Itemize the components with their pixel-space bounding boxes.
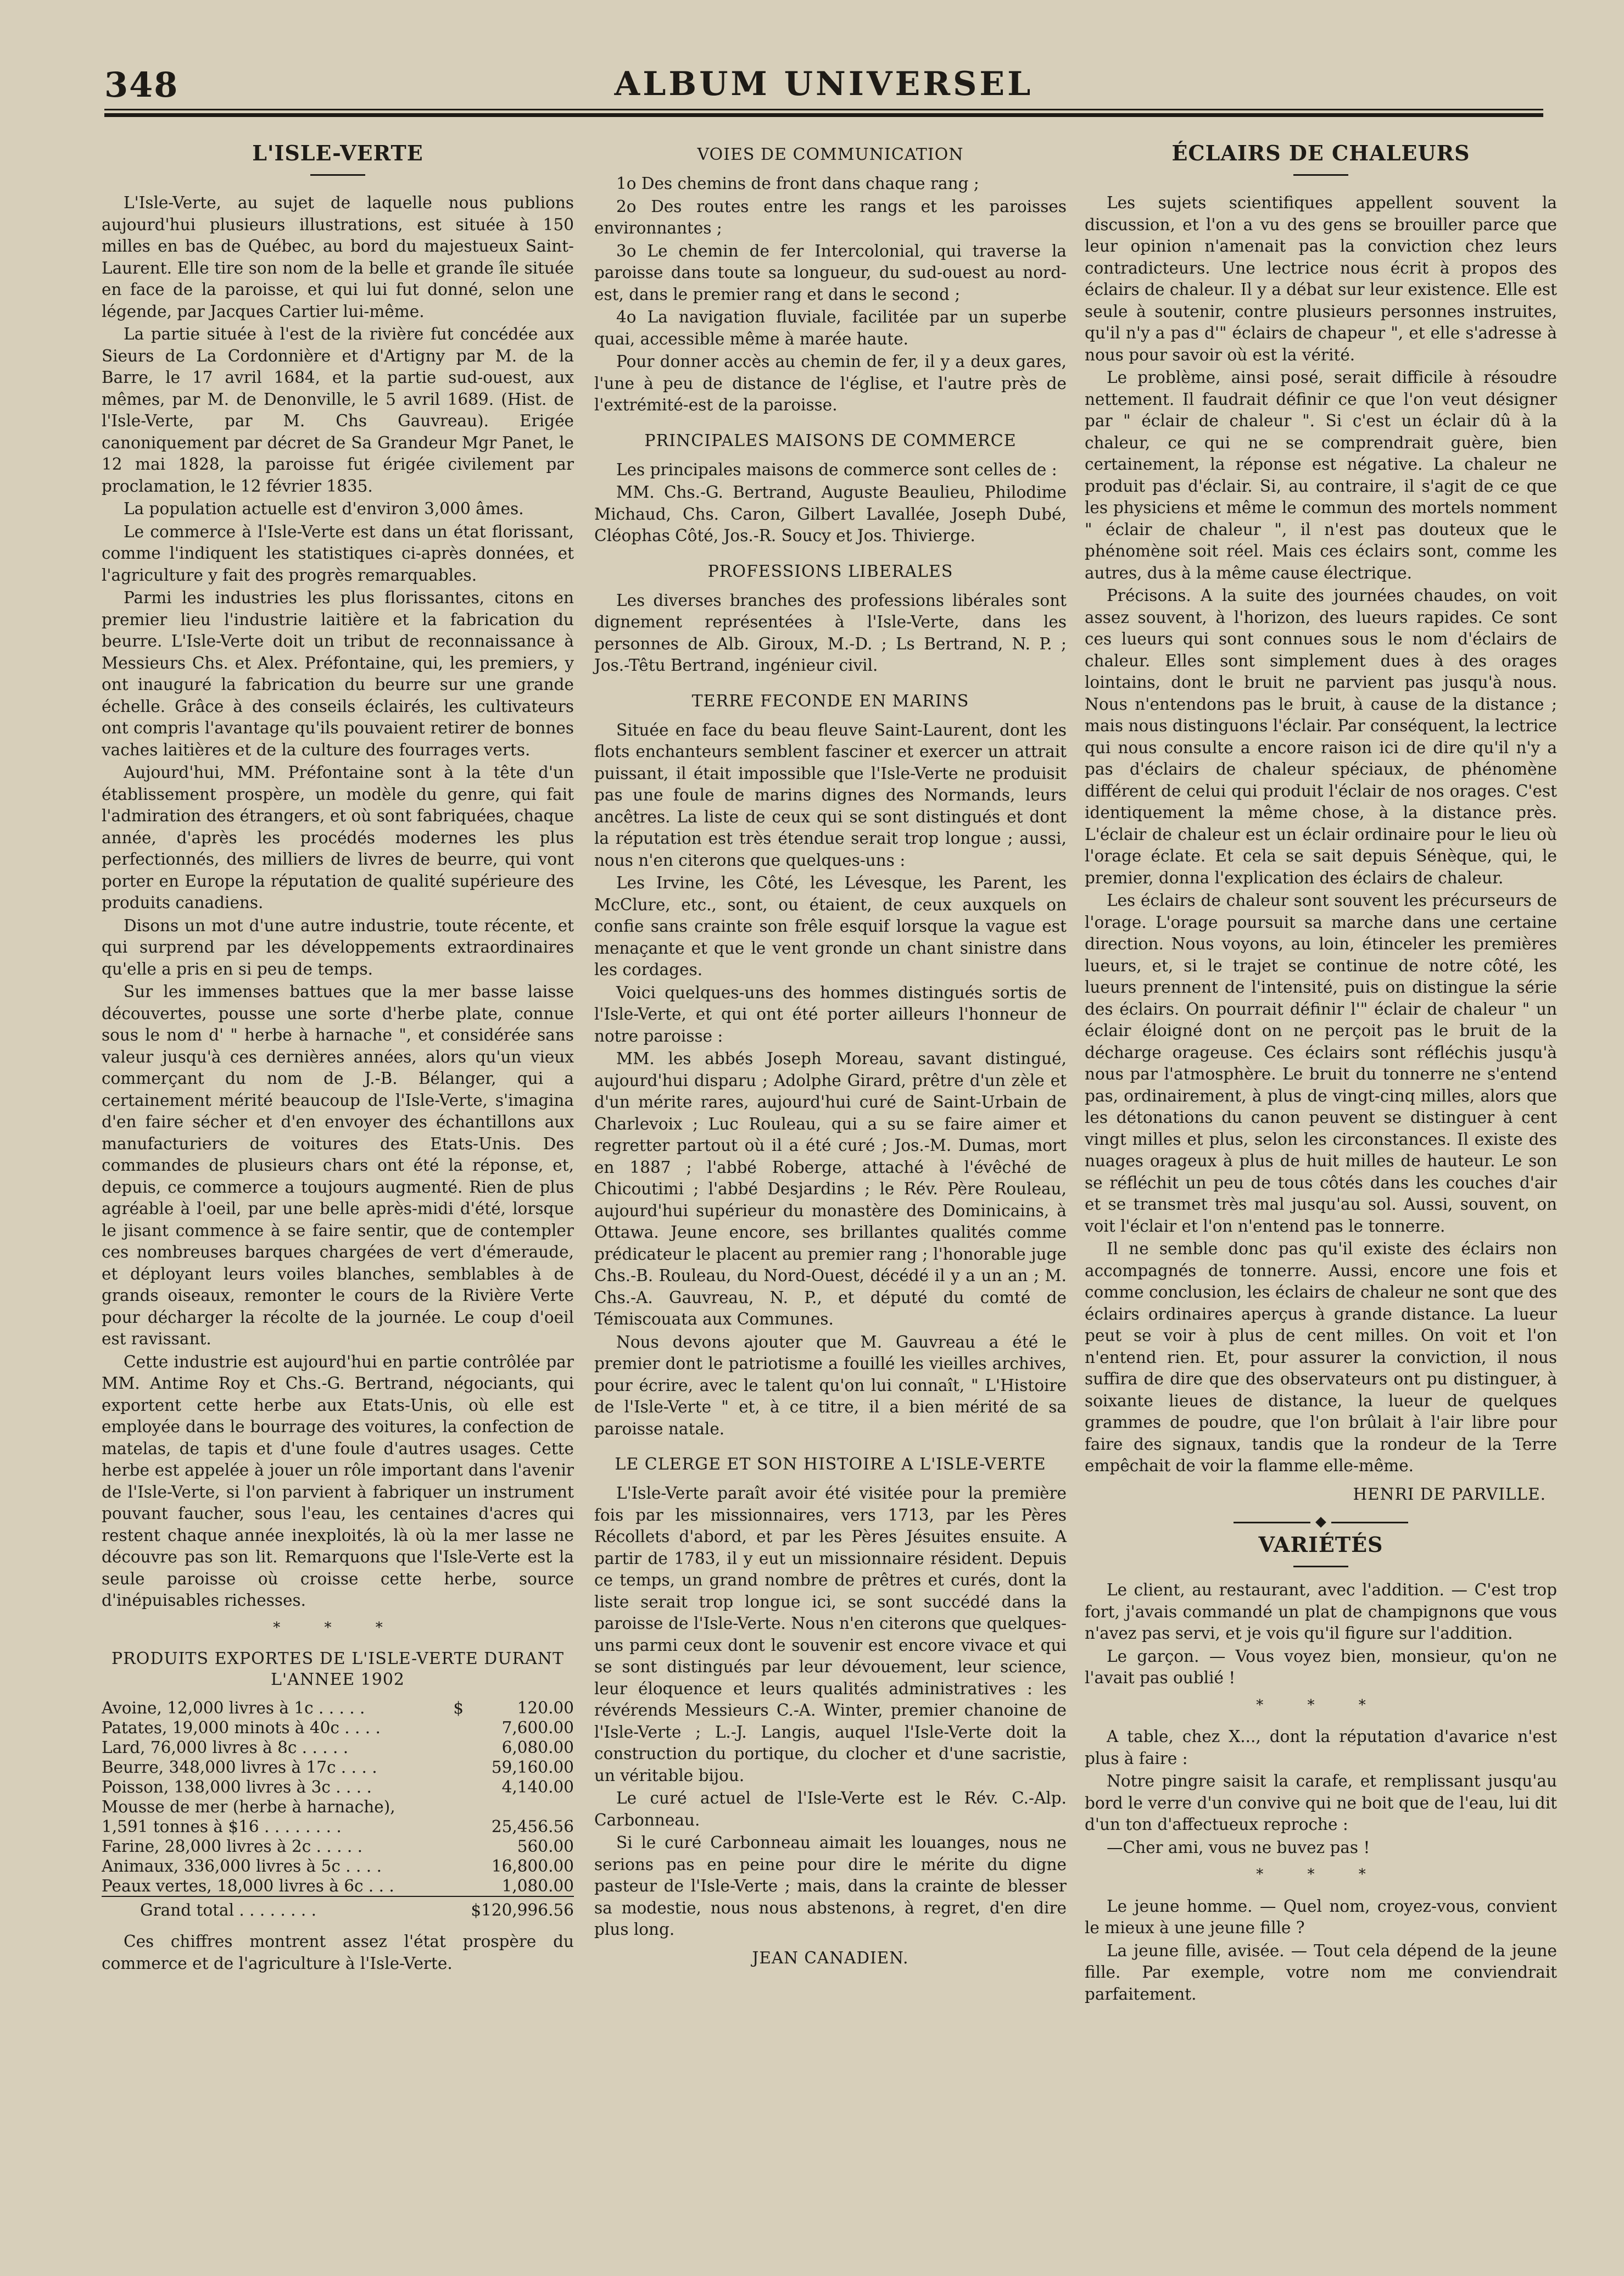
currency-sign [453, 1856, 467, 1876]
paragraph: Cette industrie est aujourd'hui en partie contrôlée par MM. Antime Roy et Chs.-G. Bertrand, négociants, qui exportent cette herbe aux Etats-Unis, où elle est employée dans le bourrage des voitures, la confection de matelas, de tapis et d'une foule d'autres usages. Cette herbe est appelée à jouer un rôle important dans l'avenir de l'Isle-Verte, si l'on parvient à fabriquer un instrument pouvant faucher, sous l'eau, les centaines d'acres qui restent chaque année inexploités, là où la mer lasse ne découvre pas son lit. Remarquons que l'Isle-Verte est la seule paroisse où croisse cette herbe, source d'inépuisables richesses. [102, 1352, 574, 1610]
paragraph: Si le curé Carbonneau aimait les louanges, nous ne serions pas en peine pour dire le mérite du digne pasteur de l'Isle-Verte ; mais, dans la crainte de blesser sa modestie, nous nous abstenons, à regret, d'en dire plus long. [594, 1833, 1067, 1939]
currency-sign [453, 1797, 467, 1817]
section-title-marins: TERRE FECONDE EN MARINS [691, 691, 969, 711]
paragraph: Les éclairs de chaleur sont souvent les précurseurs de l'orage. L'orage poursuit sa marche dans une certaine direction. Nous voyons, au loin, étinceler les premières lueurs, et, si le trajet se continue de notre côté, les lueurs prennent de l'intensité, puis on distingue la série des éclairs. On pourrait définir l'" éclair de chaleur " un éclair éloigné dont on ne perçoit pas le bruit de la décharge orageuse. Ces éclairs sont réfléchis jusqu'à nous par l'atmosphère. Le bruit du tonnerre ne s'entend pas, ordinairement, à plus de vingt-cinq milles, alors que les détonations du canon peuvent se distinguer à cent vingt milles et plus, selon les circonstances. Il existe des nuages orageux à plus de huit milles de hauteur. Le son se réfléchit un peu de tous côtés dans les couches d'air et se transmet très mal jusqu'au sol. Aussi, souvent, on voit l'éclair et l'on n'entend pas le tonnerre. [1085, 891, 1557, 1236]
product-amount: 25,456.56 [491, 1817, 574, 1836]
ornament-bar-left [1234, 1522, 1310, 1523]
product-amount [467, 1797, 574, 1817]
paragraph: Les Irvine, les Côté, les Lévesque, les Parent, les McClure, etc., sont, ou étaient, de ceux auxquels on confie sans crainte son frêle esquif lorsque la vague est menaçante et que le vent gronde un chant sinistre dans les cordages. [594, 873, 1067, 979]
paragraph: Les diverses branches des professions libérales sont dignement représentées à l'Isle-Verte, dans les personnes de Alb. Giroux, M.-D. ; Ls Bertrand, N. P. ; Jos.-Têtu Bertrand, ingénieur civil. [594, 591, 1067, 675]
list-item: 2o Des routes entre les rangs et les paroisses environnantes ; [594, 197, 1067, 237]
product-amount: 16,800.00 [491, 1857, 574, 1876]
table-row [102, 1797, 574, 1817]
total-amount: $120,996.56 [471, 1901, 574, 1919]
paragraph: Précisons. A la suite des journées chaudes, on voit assez souvent, à l'horizon, des lueurs rapides. Ce sont ces lueurs qui sont connues sous le nom d'éclairs de chaleur. Elles sont simplement dues à des orages lointains, dont le bruit ne parvient pas jusqu'à nous. Nous n'entendons pas le bruit, à cause de la distance ; mais nous distinguons l'éclair. Par conséquent, la lectrice qui nous consulte a encore raison ici de dire qu'il n'y a pas d'éclairs de chaleur spéciaux, de phénomène différent de celui qui produit l'éclair de nos orages. C'est identiquement la même chose, à la distance près. L'éclair de chaleur est un éclair ordinaire pour le lieu où l'orage éclate. Et cela se sait depuis Sénèque, qui, le premier, donna l'explication des éclairs de chaleur. [1085, 586, 1557, 887]
product-amount: 1,080.00 [501, 1877, 574, 1895]
header-rule-thick [104, 113, 1543, 117]
paragraph: Voici quelques-uns des hommes distingués sortis de l'Isle-Verte, et qui ont été porter ailleurs l'honneur de notre paroisse : [594, 983, 1067, 1045]
paragraph: Le curé actuel de l'Isle-Verte est le Rév. C.-Alp. Carbonneau. [594, 1789, 1067, 1829]
paragraph: MM. Chs.-G. Bertrand, Auguste Beaulieu, Philodime Michaud, Chs. Caron, Gilbert Lavallée, Joseph Dubé, Cléophas Côté, Jos.-R. Soucy et Jos. Thivierge. [594, 483, 1067, 545]
paragraph: Nous devons ajouter que M. Gauvreau a été le premier dont le patriotisme a fouillé les vieilles archives, pour écrire, avec le talent qu'on lui connaît, " L'Histoire de l'Isle-Verte " et, à ce titre, il a bien mérité de sa paroisse natale. [594, 1332, 1067, 1438]
paragraph: Située en face du beau fleuve Saint-Laurent, dont les flots enchanteurs semblent fasciner et exercer un attrait puissant, il était impossible que l'Isle-Verte ne produisit pas une foule de marins dignes des Normands, leurs ancêtres. La liste de ceux qui se sont distingués et dont la réputation est très étendue serait trop longue ; aussi, nous n'en citerons que quelques-uns : [594, 720, 1067, 870]
section-title-clerge: LE CLERGE ET SON HISTOIRE A L'ISLE-VERTE [615, 1455, 1046, 1474]
table-row [102, 1837, 574, 1856]
author-signature-jean-canadien: JEAN CANADIEN. [752, 1948, 909, 1967]
paragraph: Le garçon. — Vous voyez bien, monsieur, qu'on ne l'avait pas oublié ! [1085, 1646, 1557, 1687]
page-number: 348 [104, 65, 179, 105]
paragraph: L'Isle-Verte paraît avoir été visitée pour la première fois par les missionnaires, vers 1713, par les Pères Récollets d'abord, et par les Pères Jésuites ensuite. A partir de 1783, il y eut un missionnaire résident. Depuis ce temps, un grand nombre de prêtres et curés, dont la liste serait trop longue ici, se sont succédé dans la paroisse de l'Isle-Verte. Nous n'en citerons que quelques-uns parmi ceux dont le souvenir est encore vivace et qui se sont distingués par leur dévouement, leur science, leur éloquence et leurs qualités administratives : les révérends Messieurs C.-A. Winter, premier chanoine de l'Isle-Verte ; L.-J. Langis, auquel l'Isle-Verte doit la construction du portique, du clocher et d'une sacristie, un véritable bijou. [594, 1484, 1067, 1785]
product-item: Beurre, 348,000 livres à 17c . . . . [102, 1758, 377, 1777]
product-amount: 4,140.00 [501, 1778, 574, 1796]
table-row [102, 1777, 574, 1797]
paragraph: La partie située à l'est de la rivière fut concédée aux Sieurs de La Cordonnière et d'Artigny par M. de la Barre, le 17 avril 1684, et la partie sud-ouest, aux mêmes, par M. de Denonville, le 5 avril 1689. (Hist. de l'Isle-Verte, par M. Chs Gauvreau). Erigée canoniquement par décret de Sa Grandeur Mgr Panet, le 12 mai 1828, la paroisse fut érigée civilement par proclamation, le 12 février 1835. [102, 325, 574, 496]
total-rule [102, 1896, 574, 1900]
paragraph: Aujourd'hui, MM. Préfontaine sont à la tête d'un établissement prospère, un modèle du genre, qui fait l'admiration des étrangers, et où sont fabriquées, chaque année, d'après les procédés modernes les plus perfectionnés, des milliers de livres de beurre, qui vont porter en Europe la réputation de qualité supérieure des produits canadiens. [102, 763, 574, 912]
author-signature-parville: HENRI DE PARVILLE. [1353, 1484, 1546, 1504]
section-ornament [1085, 1518, 1557, 1526]
paragraph: Le client, au restaurant, avec l'addition. — C'est trop fort, j'avais commandé un plat de champignons que vous n'avez pas servi, et je vois qu'il figure sur l'addition. [1085, 1581, 1557, 1643]
title-rule [310, 174, 365, 176]
product-item: Farine, 28,000 livres à 2c . . . . . [102, 1837, 363, 1856]
column-isle-verte [102, 135, 574, 1975]
paragraph: MM. les abbés Joseph Moreau, savant distingué, aujourd'hui disparu ; Adolphe Girard, prêtre d'un zèle et d'un mérite rares, aujourd'hui curé de Saint-Urbain de Charlevoix ; Luc Rouleau, qui a su se faire aimer et regretter partout où il a été curé ; Jos.-M. Dumas, mort en 1887 ; l'abbé Roberge, attaché à l'évêché de Chicoutimi ; l'abbé Desjardins ; le Rév. Père Rouleau, aujourd'hui supérieur du monastère des Dominicains, à Ottawa. Jeune encore, ses brillantes qualités comme prédicateur le placent au premier rang ; l'honorable juge Chs.-B. Rouleau, du Nord-Ouest, décédé il y a un an ; M. Chs.-A. Gauvreau, N. P., et député du comté de Témiscouata aux Communes. [594, 1049, 1067, 1328]
product-item: 1,591 tonnes à $16 . . . . . . . . [102, 1817, 342, 1836]
paragraph: Sur les immenses battues que la mer basse laisse découvertes, pousse une sorte d'herbe plate, connue sous le nom d' " herbe à harnache ", et considérée sans valeur jusqu'à ces dernières années, alors qu'un vieux commerçant du nom de J.-B. Bélanger, qui a certainement mérité beaucoup de l'Isle-Verte, s'imagina d'en faire sécher et d'en envoyer des échantillons aux manufacturiers de voitures des Etats-Unis. Des commandes de plusieurs chars ont été la réponse, et, depuis, ce commerce a toujours augmenté. Rien de plus agréable à l'oeil, par une belle après-midi d'été, lorsque le jisant commence à se faire sentir, que de contempler ces nombreuses barques chargées de vert d'émeraude, et déployant leurs voiles blanches, semblables à de grands oiseaux, remonter le cours de la Rivière Verte pour décharger la récolte de la journée. Le coup d'oeil est ravissant. [102, 982, 574, 1348]
paragraph: La population actuelle est d'environ 3,000 âmes. [124, 499, 524, 518]
column-eclairs [1085, 135, 1557, 2006]
section-title-professions: PROFESSIONS LIBERALES [707, 561, 953, 581]
product-amount: 120.00 [517, 1699, 574, 1717]
table-row [102, 1718, 574, 1738]
section-title-commerce: PRINCIPALES MAISONS DE COMMERCE [644, 431, 1017, 450]
publication-title: ALBUM UNIVERSEL [614, 65, 1034, 103]
paragraph: Parmi les industries les plus florissantes, citons en premier lieu l'industrie laitière et la fabrication du beurre. L'Isle-Verte doit un tribut de reconnaissance à Messieurs Chs. et Alex. Préfontaine, qui, les premiers, y ont inauguré la fabrication du beurre sur une grande échelle. Grâce à des conseils éclairés, les cultivateurs ont compris l'avantage qu'ils pouvaient retirer de bonnes vaches laitières et de la culture des fourrages verts. [102, 588, 574, 759]
paragraph: —Cher ami, vous ne buvez pas ! [1107, 1838, 1370, 1857]
table-row [102, 1757, 574, 1777]
article-title-eclairs: ÉCLAIRS DE CHALEURS [1171, 141, 1470, 165]
currency-sign [453, 1718, 467, 1738]
column-isle-verte-continued [594, 135, 1067, 1973]
section-divider-stars: * * * [1256, 1866, 1386, 1883]
paragraph: Pour donner accès au chemin de fer, il y a deux gares, l'une à peu de distance de l'église, et l'autre près de l'extrémité-est de la paroisse. [594, 352, 1067, 414]
section-divider-stars: * * * [1256, 1696, 1386, 1713]
products-table-title: PRODUITS EXPORTES DE L'ISLE-VERTE DURANT L'ANNEE 1902 [111, 1649, 565, 1689]
paragraph: Disons un mot d'une autre industrie, toute récente, et qui surprend par les développements extraordinaires qu'elle a pris en si peu de temps. [102, 916, 574, 978]
section-title-varietes: VARIÉTÉS [1258, 1532, 1383, 1557]
paragraph: La jeune fille, avisée. — Tout cela dépend de la jeune fille. Par exemple, votre nom me conviendrait parfaitement. [1085, 1941, 1557, 2004]
paragraph: Les sujets scientifiques appellent souvent la discussion, et l'on a vu des gens se brouiller parce que leur opinion n'amenait pas la conviction chez leurs contradicteurs. Une lectrice nous écrit à propos des éclairs de chaleur. Il y a débat sur leur existence. Elle est seule à soutenir, contre plusieurs personnes instruites, qu'il n'y a pas d'" éclairs de chapeur ", et elle s'adresse à nous pour savoir où est la vérité. [1085, 193, 1557, 364]
currency-sign: $ [453, 1699, 464, 1717]
table-row [102, 1817, 574, 1837]
products-table [102, 1698, 574, 1920]
table-row [102, 1738, 574, 1757]
list-item: 4o La navigation fluviale, facilitée par un superbe quai, accessible même à marée haute. [594, 308, 1067, 348]
currency-sign [453, 1876, 467, 1896]
paragraph: Les principales maisons de commerce sont celles de : [616, 460, 1057, 479]
product-item: Patates, 19,000 minots à 40c . . . . [102, 1718, 381, 1737]
section-title-voies: VOIES DE COMMUNICATION [697, 145, 964, 164]
product-amount: 7,600.00 [501, 1718, 574, 1737]
title-rule [1293, 174, 1348, 176]
section-divider-stars: * * * [273, 1619, 403, 1636]
product-item: Lard, 76,000 livres à 8c . . . . . [102, 1738, 349, 1757]
product-amount: 6,080.00 [501, 1738, 574, 1757]
paragraph: Le commerce à l'Isle-Verte est dans un état florissant, comme l'indiquent les statistiques ci-après données, et l'agriculture y fait des progrès remarquables. [102, 522, 574, 585]
paragraph: Le problème, ainsi posé, serait difficile à résoudre nettement. Il faudrait définir ce que l'on veut désigner par " éclair de chaleur ". Si c'est un éclair dû à la chaleur, ce qui ne se comprendrait guère, bien certainement, la réponse est négative. La chaleur ne produit pas d'éclair. Si, au contraire, il s'agit de ce que les physiciens et même le commun des mortels nomment " éclair de chaleur ", il n'est pas douteux que le phénomène soit réel. Mais ces éclairs sont, comme les autres, dus à la même cause électrique. [1085, 368, 1557, 582]
page-header [104, 65, 1543, 109]
product-item: Peaux vertes, 18,000 livres à 6c . . . [102, 1877, 394, 1895]
paragraph: L'Isle-Verte, au sujet de laquelle nous publions aujourd'hui plusieurs illustrations, est située à 150 milles en bas de Québec, au bord du majestueux Saint-Laurent. Elle tire son nom de la belle et grande île située en face de la paroisse, et qui lui fut donné, selon une légende, par Jacques Cartier lui-même. [102, 193, 574, 321]
currency-sign [453, 1817, 467, 1837]
header-rule-thin [104, 109, 1543, 110]
currency-sign [453, 1757, 467, 1777]
ornament-bar-right [1331, 1522, 1408, 1523]
table-row [102, 1876, 574, 1896]
product-item: Poisson, 138,000 livres à 3c . . . . [102, 1778, 372, 1796]
paragraph: Il ne semble donc pas qu'il existe des éclairs non accompagnés de tonnerre. Aussi, encore une fois et comme conclusion, les éclairs de chaleur ne sont que des éclairs ordinaires aperçus à grande distance. La lueur peut se voir à plus de cent milles. On voit et l'on n'entend rien. Et, pour assurer la conviction, il nous suffira de dire que des observateurs ont pu distinguer, à soixante lieues de distance, la lueur de quelques grammes de poudre, que l'on brûlait à l'air libre pour faire des signaux, tandis que la rondeur de la Terre empêchait de voir la flamme elle-même. [1085, 1239, 1557, 1475]
ornament-diamond-icon [1315, 1517, 1326, 1528]
product-item: Mousse de mer (herbe à harnache), [102, 1798, 395, 1816]
currency-sign [453, 1777, 467, 1797]
closing-paragraph: Ces chiffres montrent assez l'état prospère du commerce et de l'agriculture à l'Isle-Verte. [102, 1932, 574, 1973]
currency-sign [453, 1738, 467, 1757]
paragraph: Notre pingre saisit la carafe, et remplissant jusqu'au bord le verre d'un convive qui ne boit que de l'eau, lui dit d'un ton d'affectueux reproche : [1085, 1772, 1557, 1834]
table-row [102, 1698, 574, 1718]
paragraph: Le jeune homme. — Quel nom, croyez-vous, convient le mieux à une jeune fille ? [1085, 1896, 1557, 1937]
product-amount: 560.00 [517, 1837, 574, 1856]
product-amount: 59,160.00 [491, 1758, 574, 1777]
total-row [102, 1900, 574, 1920]
list-item: 3o Le chemin de fer Intercolonial, qui traverse la paroisse dans toute sa longueur, du sud-ouest au nord-est, dans le premier rang et dans le second ; [594, 241, 1067, 304]
table-row [102, 1856, 574, 1876]
title-rule [1293, 1566, 1348, 1567]
product-item: Animaux, 336,000 livres à 5c . . . . [102, 1857, 382, 1876]
product-item: Avoine, 12,000 livres à 1c . . . . . [102, 1699, 365, 1717]
paragraph: A table, chez X..., dont la réputation d'avarice n'est plus à faire : [1085, 1727, 1557, 1768]
currency-sign [453, 1837, 467, 1856]
article-title-isle-verte: L'ISLE-VERTE [252, 141, 423, 165]
list-item: 1o Des chemins de front dans chaque rang ; [616, 174, 979, 193]
total-label: Grand total . . . . . . . . [140, 1901, 317, 1919]
